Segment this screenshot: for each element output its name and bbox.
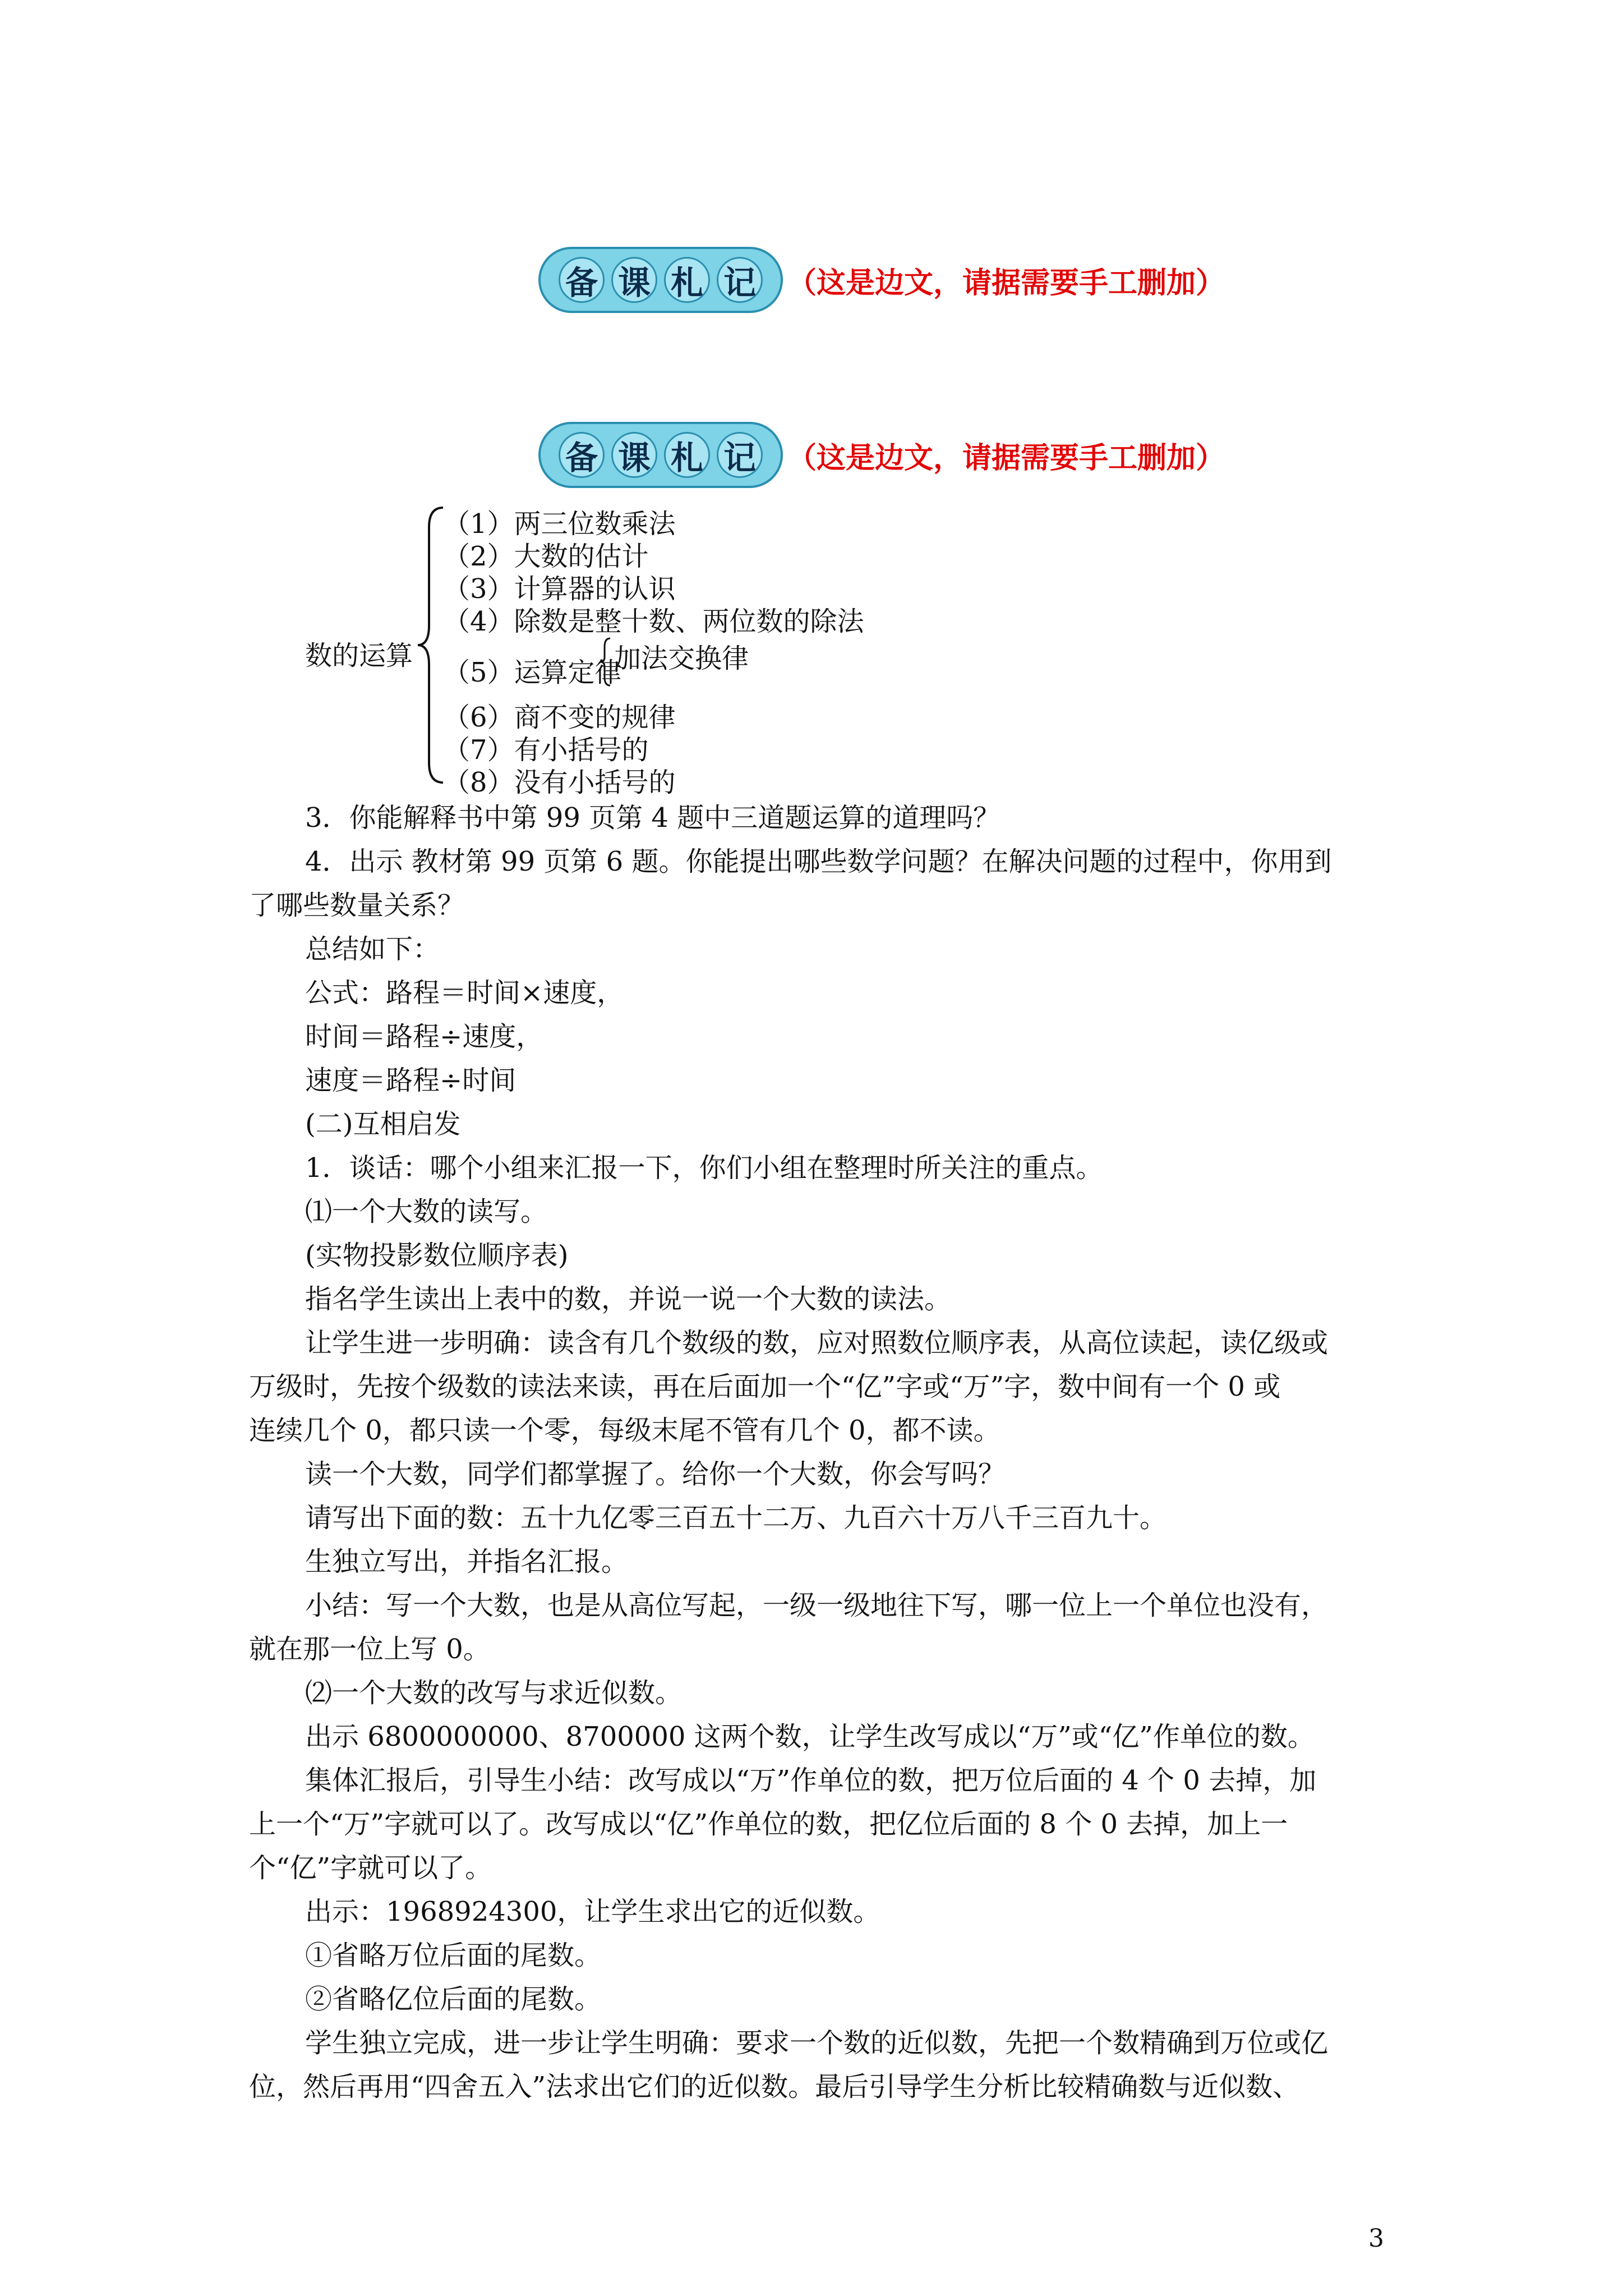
badge-char: 课 — [611, 432, 657, 478]
paragraph: 万级时，先按个级数的读法来读，再在后面加一个“亿”字或“万”字，数中间有一个 0 或 — [249, 1371, 1281, 1402]
banner-badge — [538, 247, 783, 313]
outline-item: （3）计算器的认识 — [443, 573, 676, 605]
paragraph: 了哪些数量关系？ — [249, 890, 465, 921]
paragraph: (实物投影数位顺序表) — [305, 1240, 569, 1271]
outline-item: （5）运算定律 — [443, 657, 622, 688]
paragraph: 时间＝路程÷速度， — [305, 1021, 543, 1052]
outline-item: （8）没有小括号的 — [443, 767, 676, 798]
paragraph: 就在那一位上写 0。 — [249, 1634, 490, 1665]
paragraph: 上一个“万”字就可以了。改写成以“亿”作单位的数，把亿位后面的 8 个 0 去掉，加上一 — [249, 1809, 1288, 1840]
badge-char: 记 — [717, 432, 763, 478]
paragraph: ①省略万位后面的尾数。 — [305, 1940, 602, 1971]
margin-banner-1 — [538, 247, 1225, 313]
paragraph: 生独立写出，并指名汇报。 — [305, 1546, 629, 1577]
banner-note: （这是边文，请据需要手工删加） — [787, 440, 1225, 475]
badge-char: 备 — [559, 257, 605, 303]
paragraph: 集体汇报后，引导生小结：改写成以“万”作单位的数，把万位后面的 4 个 0 去掉，加 — [305, 1765, 1317, 1796]
outline-item: （7）有小括号的 — [443, 734, 649, 766]
badge-char: 札 — [664, 257, 710, 303]
paragraph: 4．出示 教材第 99 页第 6 题。你能提出哪些数学问题？在解决问题的过程中，你用到 — [305, 846, 1332, 877]
paragraph: ②省略亿位后面的尾数。 — [305, 1984, 602, 2015]
margin-banner-2 — [538, 422, 1225, 488]
paragraph: 让学生进一步明确：读含有几个数级的数，应对照数位顺序表，从高位读起，读亿级或 — [305, 1327, 1329, 1359]
paragraph: 公式：路程＝时间×速度， — [305, 977, 624, 1009]
outline-item: （2）大数的估计 — [443, 541, 649, 572]
badge-char: 札 — [664, 432, 710, 478]
banner-note: （这是边文，请据需要手工删加） — [787, 265, 1225, 300]
outline-root: 数的运算 — [305, 640, 413, 671]
badge-char: 记 — [717, 257, 763, 303]
outline-sub-item: 加法交换律 — [614, 643, 749, 674]
badge-char: 课 — [611, 257, 657, 303]
page-number: 3 — [1368, 2224, 1384, 2253]
banner-badge — [538, 422, 783, 488]
paragraph: ⑵一个大数的改写与求近似数。 — [305, 1677, 683, 1709]
paragraph: 1．谈话：哪个小组来汇报一下，你们小组在整理时所关注的重点。 — [305, 1152, 1103, 1184]
sub-brace — [599, 637, 612, 687]
paragraph: 总结如下： — [305, 933, 440, 965]
paragraph: 出示 6800000000、8700000 这两个数，让学生改写成以“万”或“亿”作单位的数。 — [305, 1721, 1315, 1752]
paragraph: 学生独立完成，进一步让学生明确：要求一个数的近似数，先把一个数精确到万位或亿 — [305, 2027, 1329, 2059]
paragraph: 出示：1968924300，让学生求出它的近似数。 — [305, 1896, 880, 1927]
paragraph: 读一个大数，同学们都掌握了。给你一个大数，你会写吗？ — [305, 1458, 1006, 1490]
outline-item: （1）两三位数乘法 — [443, 508, 676, 540]
paragraph: 3．你能解释书中第 99 页第 4 题中三道题运算的道理吗？ — [305, 802, 1000, 834]
paragraph: 小结：写一个大数，也是从高位写起，一级一级地往下写，哪一位上一个单位也没有， — [305, 1590, 1329, 1621]
paragraph: 位，然后再用“四舍五入”法求出它们的近似数。最后引导学生分析比较精确数与近似数、 — [249, 2071, 1300, 2102]
outline-item: （4）除数是整十数、两位数的除法 — [443, 606, 864, 637]
paragraph: 请写出下面的数：五十九亿零三百五十二万、九百六十万八千三百九十。 — [305, 1502, 1167, 1534]
paragraph: 个“亿”字就可以了。 — [249, 1852, 492, 1884]
paragraph: 指名学生读出上表中的数，并说一说一个大数的读法。 — [305, 1283, 952, 1315]
paragraph: 速度＝路程÷时间 — [305, 1065, 517, 1096]
paragraph: 连续几个 0，都只读一个零，每级末尾不管有几个 0，都不读。 — [249, 1415, 1000, 1446]
section-heading: (二)互相启发 — [305, 1108, 461, 1140]
outline-item: （6）商不变的规律 — [443, 702, 676, 733]
badge-char: 备 — [559, 432, 605, 478]
paragraph: ⑴一个大数的读写。 — [305, 1196, 548, 1227]
